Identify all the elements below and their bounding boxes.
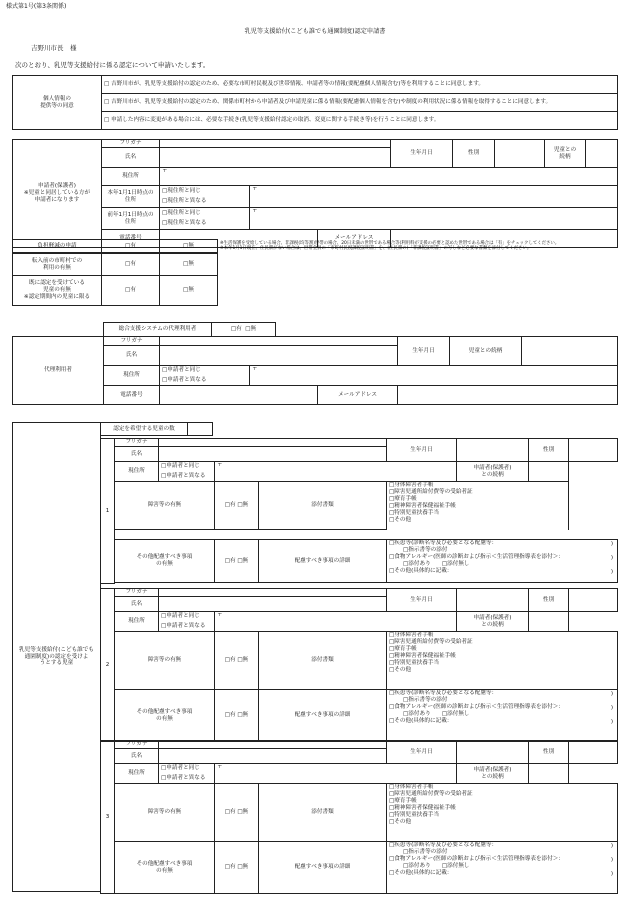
gender-label: 性別 <box>453 140 495 168</box>
dob-label: 生年月日 <box>391 140 453 168</box>
consider-detail-list[interactable]: □疾患等(診断名等及び必要となる配慮等： □指示書等の添付 □食物アレルギー(医師の診断および指示＜生活管理指導表を添付＞： □添付あり □添付無し □その他(具体的に記載： ) ) ) <box>387 842 618 894</box>
disability-yes-no[interactable]: □有 □無 <box>215 632 259 690</box>
consider-label: その他配慮すべき事項 の有無 <box>115 540 215 583</box>
applicant-table <box>12 139 618 248</box>
transfer-label: 転入前の市町村での 利用の有無 <box>13 254 102 276</box>
consider-yes-no[interactable]: □有 □無 <box>215 540 259 583</box>
child-count-label: 認定を希望する児童の数 <box>101 423 188 436</box>
proxy-yes-checkbox[interactable]: □有 <box>230 326 242 332</box>
consent-label: 個人情報の 提供等の同意 <box>13 76 102 130</box>
disability-label: 障害等の有無 <box>115 784 215 842</box>
disability-yes-no[interactable]: □有 □無 <box>215 784 259 842</box>
child-name-label: 氏名 <box>115 597 159 612</box>
child-relation-label: 申請者(保護者) との続柄 <box>457 764 529 784</box>
proxy-address-field[interactable]: 〒 <box>250 366 618 386</box>
child-dob-field[interactable] <box>457 589 529 612</box>
child-number-2: 2 <box>101 589 115 742</box>
child-dob-label: 生年月日 <box>387 589 457 612</box>
disability-label: 障害等の有無 <box>115 482 215 530</box>
attachment-list[interactable]: □身体障害者手帳 □障害児通所給付費等の受給者証 □療育手帳 □精神障害者保健福祉手帳 □特別児童扶養手当 □その他 <box>387 632 618 690</box>
proxy-table <box>12 336 618 405</box>
attachment-list[interactable]: □身体障害者手帳 □障害児通所給付費等の受給者証 □療育手帳 □精神障害者保健福祉手帳 □特別児童扶養手当 □その他 <box>387 784 618 842</box>
consider-label: その他配慮すべき事項 の有無 <box>115 842 215 894</box>
child-gender-field[interactable] <box>569 589 618 612</box>
child-gender-label: 性別 <box>529 741 569 764</box>
proxy-phone-field[interactable] <box>160 386 318 405</box>
burden-label: 負担軽減の申請 <box>13 240 102 253</box>
child-furigana-field[interactable] <box>159 589 387 597</box>
consent-table <box>12 75 618 130</box>
child-same-checkbox[interactable]: □申請者と同じ <box>159 764 215 774</box>
address-field[interactable]: 〒 <box>160 168 618 186</box>
child-name-field[interactable] <box>159 749 387 764</box>
child-furigana-label: フリガナ <box>115 589 159 597</box>
name-label: 氏名 <box>102 148 160 168</box>
child-gender-label: 性別 <box>529 589 569 612</box>
proxy-name-label: 氏名 <box>104 346 160 366</box>
child-address-label: 現住所 <box>115 612 159 632</box>
child-dob-label: 生年月日 <box>387 439 457 462</box>
consider-detail-list[interactable]: □疾患等(診断名等及び必要となる配慮等： □指示書等の添付 □食物アレルギー(医師の診断および指示＜生活管理指導表を添付＞： □添付あり □添付無し □その他(具体的に記載： ) ) ) <box>387 690 618 742</box>
jan1-same-checkbox[interactable]: □現住所と同じ <box>160 186 250 197</box>
proxy-address-label: 現住所 <box>104 366 160 386</box>
children-side-label: 乳児等支援給付(こども誰でも 通園制度)の認定を受けよ うとする児童 <box>12 422 101 892</box>
child-address-field[interactable]: 〒 <box>215 462 457 482</box>
proxy-email-field[interactable] <box>398 386 618 405</box>
recognized-yes-checkbox[interactable]: □有 <box>102 276 160 306</box>
proxy-furigana-label: フリガナ <box>104 337 160 346</box>
child-same-checkbox[interactable]: □申請者と同じ <box>159 612 215 622</box>
jan1-address-label: 本年1月1日時点の 住所 <box>102 186 160 208</box>
child-block-2 <box>100 588 618 742</box>
child-diff-checkbox[interactable]: □申請者と異なる <box>159 622 215 632</box>
child-address-field[interactable]: 〒 <box>215 764 457 784</box>
child-number-3: 3 <box>101 741 115 894</box>
burden-note: ※生活保護を受給している場合、非課税(均等割)世帯の場合、20日未満の世帯である場合等(利用料が支援の必要と認めた世帯である場合は「有」をチェックしてください。 ※本年1月1日現在、住民票がない場合は、世帯全員の「市町村民税課税証明書」を、(住民票の)「非課税証明書」の写しなど必要な書類を添付してください。 <box>218 240 619 253</box>
prev-jan1-address-label: 前年1月1日時点の 住所 <box>102 208 160 230</box>
addressee: 吉野川市長 様 <box>31 44 77 52</box>
consider-detail-label: 配慮すべき事項の詳細 <box>259 842 387 894</box>
child-block-1 <box>100 438 618 584</box>
proxy-furigana-field[interactable] <box>160 337 398 346</box>
child-relation-field[interactable] <box>529 612 569 632</box>
burden-no-checkbox[interactable]: □無 <box>160 240 218 253</box>
attachment-label: 添付書類 <box>259 784 387 842</box>
transfer-no-checkbox[interactable]: □無 <box>160 254 218 276</box>
attachment-label: 添付書類 <box>259 632 387 690</box>
child-address-label: 現住所 <box>115 462 159 482</box>
proxy-name-field[interactable] <box>160 346 398 366</box>
furigana-label: フリガナ <box>102 140 160 148</box>
jan1-address-field[interactable]: 〒 <box>250 186 618 208</box>
child-furigana-field[interactable] <box>159 439 387 447</box>
child-gender-field[interactable] <box>569 439 618 462</box>
proxy-same-checkbox[interactable]: □申請者と同じ <box>160 366 250 376</box>
recognized-no-checkbox[interactable]: □無 <box>160 276 218 306</box>
consider-label: その他配慮すべき事項 の有無 <box>115 690 215 742</box>
burden-table <box>12 239 618 253</box>
child-diff-checkbox[interactable]: □申請者と異なる <box>159 774 215 784</box>
child-gender-field[interactable] <box>569 741 618 764</box>
applicant-side-label: 申請者(保護者) ※児童と同居している方が 申請者になります <box>13 140 102 248</box>
proxy-email-label: メールアドレス <box>318 386 398 405</box>
child-name-label: 氏名 <box>115 447 159 462</box>
child-number-1: 1 <box>101 439 115 584</box>
child-diff-checkbox[interactable]: □申請者と異なる <box>159 472 215 482</box>
child-dob-field[interactable] <box>457 439 529 462</box>
consider-yes-no[interactable]: □有 □無 <box>215 690 259 742</box>
phone-label: 電話番号 <box>102 230 160 248</box>
prev-jan1-address-field[interactable]: 〒 <box>250 208 618 230</box>
burden-yes-checkbox[interactable]: □有 <box>102 240 160 253</box>
email-label: メールアドレス <box>318 230 391 248</box>
proxy-dob-label: 生年月日 <box>398 337 450 366</box>
proxy-no-checkbox[interactable]: □無 <box>245 326 257 332</box>
child-count-table <box>100 422 213 436</box>
consent-item-2[interactable]: □ 吉野川市が、乳児等支援給付の認定のため、関係市町村から申請者及び申請児童に係る情報(要配慮個人情報を含む)や制度の利用状況に係る情報を取得することに同意します。 <box>102 94 618 112</box>
address-label: 現住所 <box>102 168 160 186</box>
transfer-yes-checkbox[interactable]: □有 <box>102 254 160 276</box>
proxy-system-label: 総合支援システムの代理利用者 <box>104 323 212 337</box>
child-address-label: 現住所 <box>115 764 159 784</box>
consider-yes-no[interactable]: □有 □無 <box>215 842 259 894</box>
child-relation-label: 申請者(保護者) との続柄 <box>457 462 529 482</box>
child-furigana-label: フリガナ <box>115 741 159 749</box>
child-same-checkbox[interactable]: □申請者と同じ <box>159 462 215 472</box>
child-dob-field[interactable] <box>457 741 529 764</box>
relation-label: 児童との 続柄 <box>545 140 586 168</box>
form-title: 乳児等支援給付(こども誰でも通園制度)認定申請書 <box>244 28 386 35</box>
recognized-label: 既に認定を受けている 児童の有無 ※認定期間内の児童に限る <box>13 276 102 306</box>
prev-jan1-diff-checkbox[interactable]: □現住所と異なる <box>160 219 250 230</box>
consent-item-3[interactable]: □ 申請した内容に変更がある場合には、必要な手続き(乳児等支援給付認定の取消、変更に関する手続き等)を行うことに同意します。 <box>102 112 618 130</box>
child-relation-field[interactable] <box>529 764 569 784</box>
child-name-field[interactable] <box>159 597 387 612</box>
child-furigana-label: フリガナ <box>115 439 159 447</box>
child-relation-label: 申請者(保護者) との続柄 <box>457 612 529 632</box>
proxy-relation-field[interactable] <box>522 337 618 366</box>
intro-text: 次のとおり、乳児等支援給付に係る認定について申請いたします。 <box>15 61 210 69</box>
form-number: 様式第1号(第3条関係) <box>6 3 67 10</box>
proxy-side-label: 代理利用者 <box>13 337 104 405</box>
child-name-field[interactable] <box>159 447 387 462</box>
name-field[interactable] <box>160 148 391 168</box>
jan1-diff-checkbox[interactable]: □現住所と異なる <box>160 197 250 208</box>
child-name-label: 氏名 <box>115 749 159 764</box>
child-gender-label: 性別 <box>529 439 569 462</box>
proxy-system-table <box>103 322 276 337</box>
attachment-list[interactable]: □身体障害者手帳 □障害児通所給付費等の受給者証 □療育手帳 □精神障害者保健福祉手帳 □特別児童扶養手当 □その他 <box>387 482 569 530</box>
consent-item-1[interactable]: □ 吉野川市が、乳児等支援給付の認定のため、必要な市町村民税及び世帯情報、申請者等の情報(要配慮個人情報含む)等を利用することに同意します。 <box>102 76 618 94</box>
attachment-label: 添付書類 <box>259 482 387 530</box>
consider-detail-label: 配慮すべき事項の詳細 <box>259 690 387 742</box>
consider-detail-label: 配慮すべき事項の詳細 <box>259 540 387 583</box>
relation-field[interactable] <box>586 140 618 168</box>
proxy-system-checkboxes[interactable] <box>212 323 276 337</box>
consider-detail-list[interactable]: □疾患等(診断名等及び必要となる配慮等： □指示書等の添付 □食物アレルギー(医師の診断および指示＜生活管理指導表を添付＞： □添付あり □添付無し □その他(具体的に記載： ) ) ) <box>387 540 618 583</box>
proxy-diff-checkbox[interactable]: □申請者と異なる <box>160 376 250 386</box>
child-relation-field[interactable] <box>529 462 569 482</box>
child-furigana-field[interactable] <box>159 741 387 749</box>
child-count-field[interactable] <box>188 423 213 436</box>
proxy-relation-label: 児童との続柄 <box>450 337 522 366</box>
child-address-field[interactable]: 〒 <box>215 612 457 632</box>
proxy-phone-label: 電話番号 <box>104 386 160 405</box>
disability-yes-no[interactable]: □有 □無 <box>215 482 259 530</box>
child-block-3 <box>100 740 618 894</box>
furigana-field[interactable] <box>160 140 391 148</box>
prev-jan1-same-checkbox[interactable]: □現住所と同じ <box>160 208 250 219</box>
history-table <box>12 253 218 306</box>
gender-field[interactable] <box>495 140 545 168</box>
child-dob-label: 生年月日 <box>387 741 457 764</box>
disability-label: 障害等の有無 <box>115 632 215 690</box>
